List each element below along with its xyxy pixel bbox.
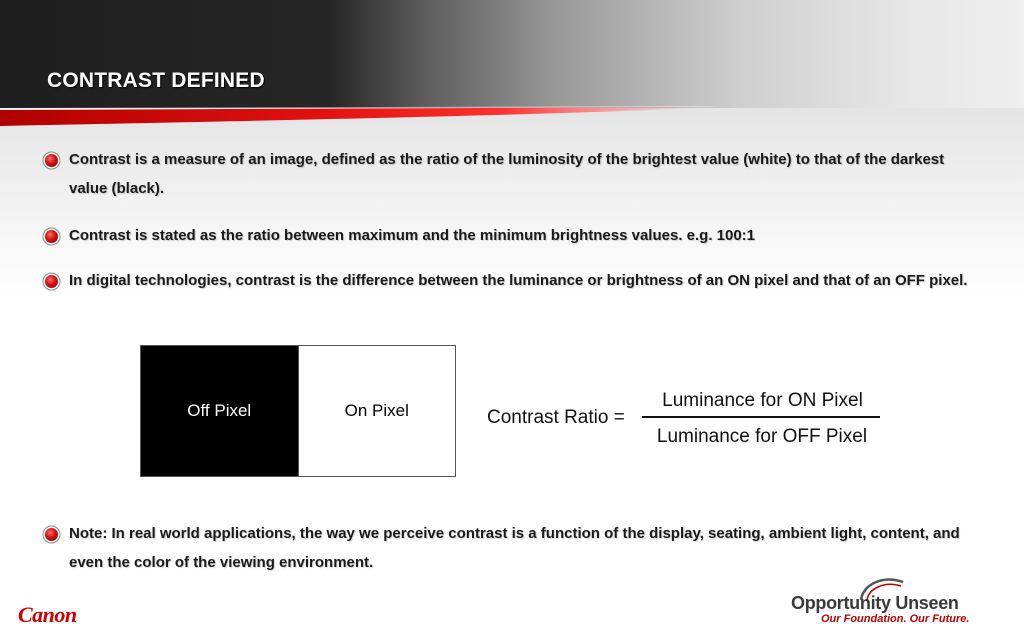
opportunity-unseen-logo [787, 576, 992, 630]
pixel-diagram [140, 345, 456, 477]
opportunity-unseen-tagline: Our Foundation. Our Future. [821, 613, 970, 625]
bullet-text: Note: In real world applications, the way we perceive contrast is a function of the display, seating, ambient light, content, and even the color of the viewing environment. [69, 525, 960, 571]
on-pixel-label: On Pixel [344, 401, 409, 420]
fraction-bar [642, 416, 880, 418]
formula-denominator: Luminance for OFF Pixel [656, 426, 868, 447]
canon-logo: Canon [18, 602, 77, 627]
off-pixel-cell [141, 346, 298, 476]
slide-title: CONTRAST DEFINED [47, 69, 265, 92]
bullet-text: Contrast is a measure of an image, defined as the ratio of the luminosity of the brightest value (white) to that of the darkest value (black). [69, 151, 945, 197]
formula-numerator: Luminance for ON Pixel [662, 390, 863, 411]
bullet-text: Contrast is stated as the ratio between maximum and the minimum brightness values. e.g. 100:1 [69, 227, 756, 244]
bullet-icon [45, 154, 58, 167]
formula-label: Contrast Ratio = [487, 407, 625, 428]
off-pixel-label: Off Pixel [187, 401, 252, 420]
on-pixel-cell [298, 346, 456, 476]
bullet-icon [45, 528, 58, 541]
red-swoosh-divider [0, 104, 1024, 128]
bullet-icon [45, 275, 58, 288]
bullet-icon [45, 230, 58, 243]
bullet-text: In digital technologies, contrast is the difference between the luminance or brightness of an ON pixel and that of an OFF pixel. [69, 272, 968, 289]
opportunity-unseen-title: Opportunity Unseen [791, 593, 959, 613]
